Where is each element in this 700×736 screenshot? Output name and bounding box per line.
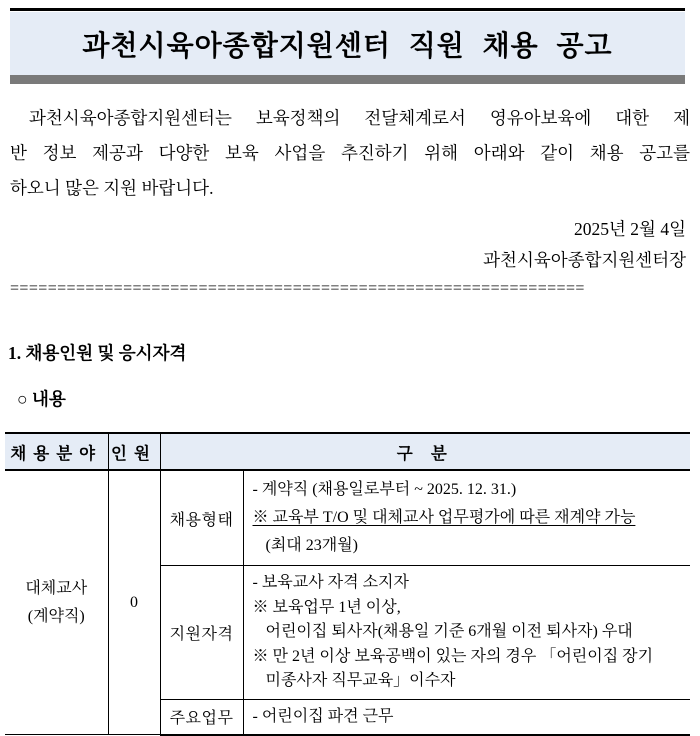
intro-line: 하오니 많은 지원 바랍니다. bbox=[10, 178, 214, 198]
table-header-row bbox=[5, 433, 690, 470]
content-line: (최대 23개월) bbox=[265, 537, 358, 554]
content-line: - 어린이집 파견 근무 bbox=[252, 707, 394, 725]
count-cell: 0 bbox=[108, 470, 160, 735]
content-line: 미종사자 직무교육」이수자 bbox=[265, 672, 456, 689]
row-content bbox=[243, 470, 690, 566]
field-line: 대체교사 bbox=[25, 579, 88, 597]
header-category: 구 분 bbox=[160, 433, 690, 470]
content-line: ※ 교육부 T/O 및 대체교사 업무평가에 따른 재계약 가능 bbox=[252, 509, 636, 526]
header-field: 채용분야 bbox=[5, 433, 108, 470]
header-count: 인원 bbox=[108, 433, 160, 470]
row-label: 채용형태 bbox=[160, 470, 243, 566]
document-page bbox=[0, 8, 700, 727]
content-line: - 보육교사 자격 소지자 bbox=[252, 574, 409, 591]
signature-block bbox=[0, 214, 686, 276]
recruitment-table bbox=[5, 432, 690, 736]
section-subheading: ○ 내용 bbox=[17, 389, 66, 409]
page-title: 과천시육아종합지원센터 직원 채용 공고 bbox=[82, 29, 613, 61]
content-line: 어린이집 퇴사자(채용일 기준 6개월 이전 퇴사자) 우대 bbox=[265, 623, 633, 640]
row-content bbox=[243, 699, 690, 735]
field-cell bbox=[5, 470, 108, 735]
row-content bbox=[243, 566, 690, 700]
row-label: 주요업무 bbox=[160, 699, 243, 735]
divider-line: ============================================================= bbox=[10, 280, 585, 297]
section-heading: 1. 채용인원 및 응시자격 bbox=[8, 343, 187, 363]
banner-gray-bar bbox=[10, 75, 685, 84]
content-line: - 계약직 (채용일로부터 ~ 2025. 12. 31.) bbox=[252, 481, 517, 498]
row-label: 지원자격 bbox=[160, 566, 243, 700]
content-line: ※ 만 2년 이상 보육공백이 있는 자의 경우 「어린이집 장기 bbox=[252, 647, 654, 665]
announcement-date: 2025년 2월 4일 bbox=[574, 219, 686, 239]
table-row bbox=[5, 470, 690, 566]
content-line: ※ 보육업무 1년 이상, bbox=[252, 598, 401, 616]
field-line: (계약직) bbox=[27, 607, 85, 625]
banner-box bbox=[10, 12, 685, 75]
intro-paragraph bbox=[10, 101, 690, 206]
intro-line: 반 정보 제공과 다양한 보육 사업을 추진하기 위해 아래와 같이 채용 공고를 bbox=[10, 143, 690, 163]
intro-line: 과천시육아종합지원센터는 보육정책의 전달체계로서 영유아보육에 대한 제 bbox=[29, 108, 690, 128]
banner-top-rule bbox=[10, 8, 685, 11]
title-banner bbox=[10, 8, 685, 84]
announcement-sender: 과천시육아종합지원센터장 bbox=[483, 250, 686, 270]
